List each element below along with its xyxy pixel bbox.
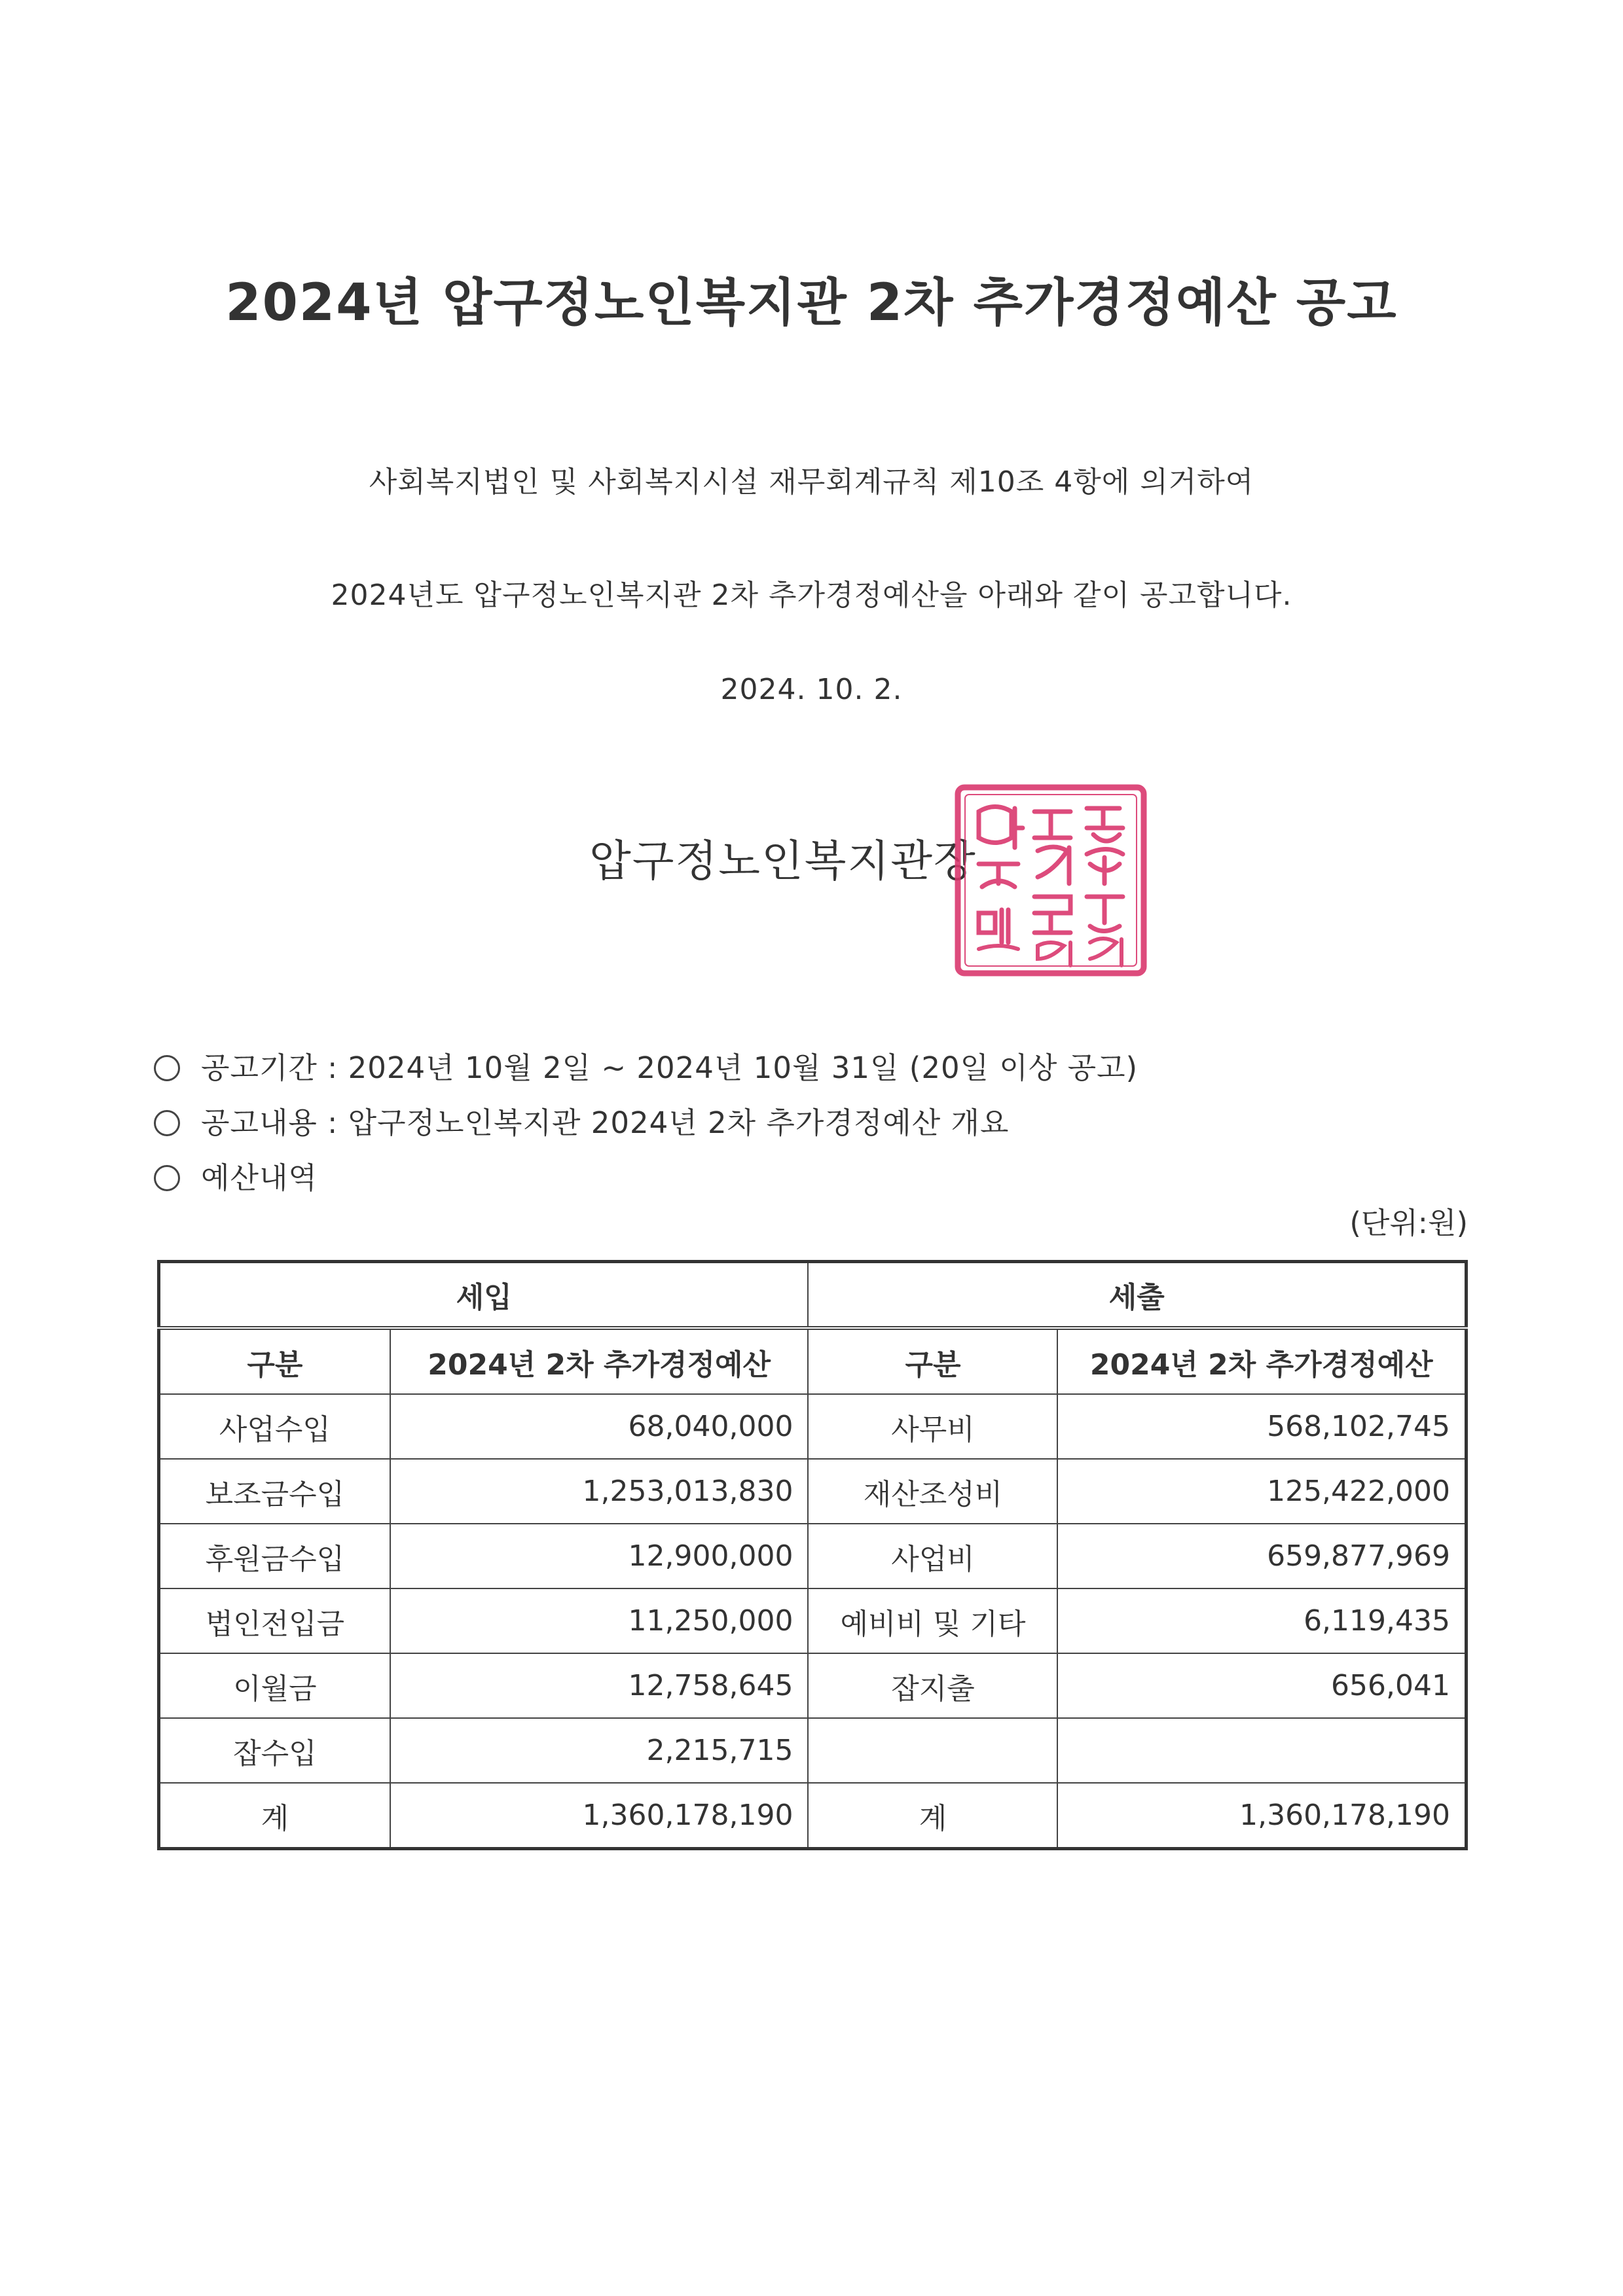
expense-item (808, 1718, 1057, 1783)
income-item: 사업수입 (159, 1394, 390, 1459)
income-amount: 12,758,645 (390, 1653, 809, 1718)
table-column-header-row (159, 1328, 1467, 1394)
expense-amount: 656,041 (1057, 1653, 1466, 1718)
table-row (159, 1524, 1467, 1588)
income-amount: 12,900,000 (390, 1524, 809, 1588)
bullet-item-period (154, 1041, 1138, 1096)
bullet-text: 예산내역 (201, 1160, 318, 1195)
circle-bullet-icon (154, 1110, 180, 1136)
expense-amount: 6,119,435 (1057, 1588, 1466, 1653)
bullet-text: 공고기간 : 2024년 10월 2일 ~ 2024년 10월 31일 (20일 이상 공고) (201, 1050, 1139, 1085)
income-amount: 2,215,715 (390, 1718, 809, 1783)
expense-item: 사무비 (808, 1394, 1057, 1459)
table-group-header-row (159, 1262, 1467, 1329)
income-item: 이월금 (159, 1653, 390, 1718)
bullet-item-budget (154, 1151, 1138, 1206)
bullet-text: 공고내용 : 압구정노인복지관 2024년 2차 추가경정예산 개요 (201, 1105, 1010, 1140)
expense-amount (1057, 1718, 1466, 1783)
income-total-amount: 1,360,178,190 (390, 1783, 809, 1849)
table-row (159, 1588, 1467, 1653)
expense-item: 잡지출 (808, 1653, 1057, 1718)
expense-budget-header: 2024년 2차 추가경정예산 (1057, 1328, 1466, 1394)
document-title: 2024년 압구정노인복지관 2차 추가경정예산 공고 (225, 274, 1398, 332)
income-amount: 11,250,000 (390, 1588, 809, 1653)
expense-item: 재산조성비 (808, 1459, 1057, 1524)
income-item: 보조금수입 (159, 1459, 390, 1524)
table-total-row (159, 1783, 1467, 1849)
table-row (159, 1718, 1467, 1783)
expense-item: 예비비 및 기타 (808, 1588, 1057, 1653)
table-row (159, 1459, 1467, 1524)
announcement-details (154, 1041, 1138, 1206)
income-item: 법인전입금 (159, 1588, 390, 1653)
budget-table (157, 1260, 1468, 1850)
bullet-item-content (154, 1096, 1138, 1151)
unit-label: (단위:원) (1349, 1206, 1468, 1240)
official-seal-stamp (953, 782, 1149, 978)
table-row (159, 1653, 1467, 1718)
expense-category-header: 구분 (808, 1328, 1057, 1394)
intro-announcement: 2024년도 압구정노인복지관 2차 추가경정예산을 아래와 같이 공고합니다. (331, 579, 1292, 612)
table-row (159, 1394, 1467, 1459)
income-budget-header: 2024년 2차 추가경정예산 (390, 1328, 809, 1394)
circle-bullet-icon (154, 1165, 180, 1191)
signer-name: 압구정노인복지관장 (589, 836, 977, 886)
expense-total-label: 계 (808, 1783, 1057, 1849)
income-item: 후원금수입 (159, 1524, 390, 1588)
income-amount: 1,253,013,830 (390, 1459, 809, 1524)
income-amount: 68,040,000 (390, 1394, 809, 1459)
announcement-date: 2024. 10. 2. (720, 673, 903, 706)
income-category-header: 구분 (159, 1328, 390, 1394)
income-total-label: 계 (159, 1783, 390, 1849)
income-header: 세입 (159, 1262, 809, 1329)
expense-amount: 568,102,745 (1057, 1394, 1466, 1459)
expense-amount: 125,422,000 (1057, 1459, 1466, 1524)
expense-total-amount: 1,360,178,190 (1057, 1783, 1466, 1849)
intro-legal-basis: 사회복지법인 및 사회복지시설 재무회계규칙 제10조 4항에 의거하여 (369, 465, 1254, 499)
expense-item: 사업비 (808, 1524, 1057, 1588)
expense-header: 세출 (808, 1262, 1466, 1329)
income-item: 잡수입 (159, 1718, 390, 1783)
circle-bullet-icon (154, 1055, 180, 1081)
expense-amount: 659,877,969 (1057, 1524, 1466, 1588)
